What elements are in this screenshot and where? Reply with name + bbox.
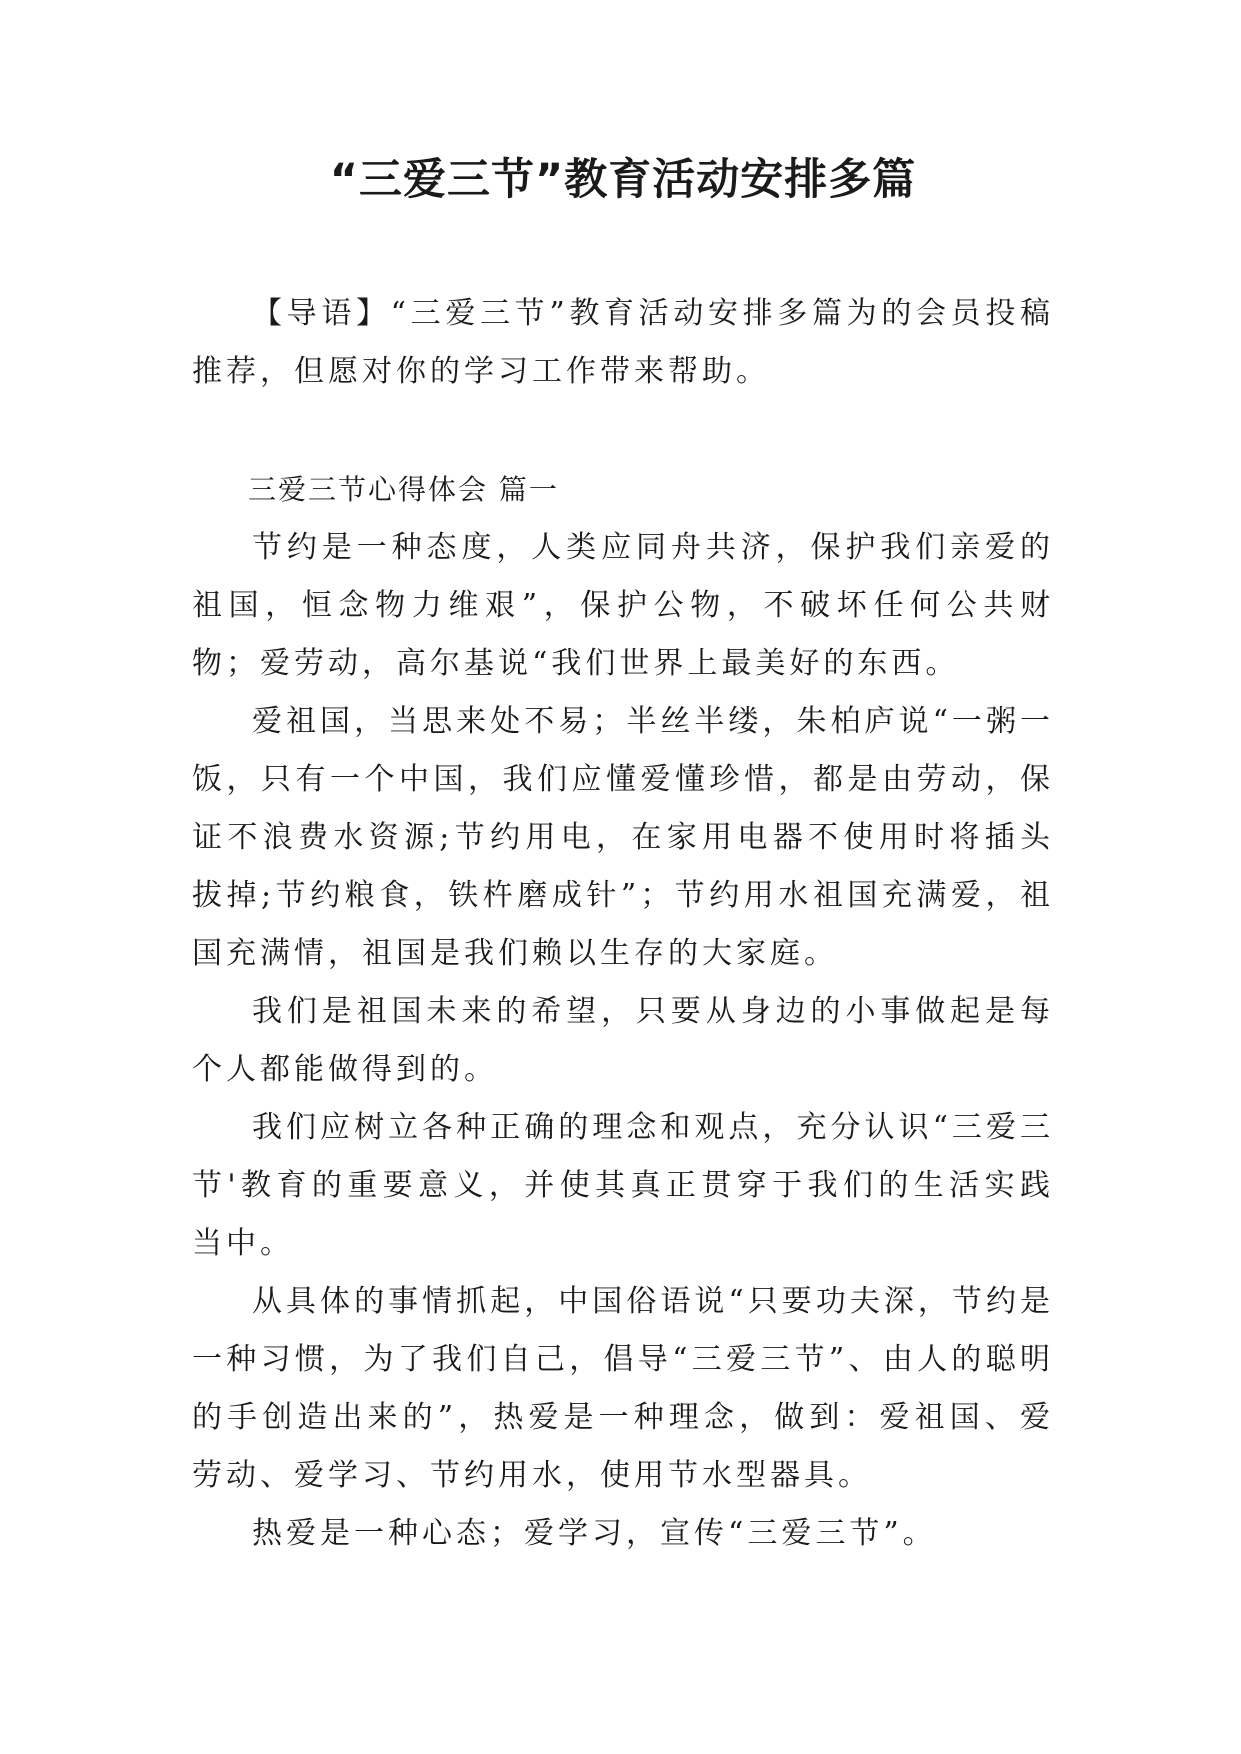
intro-paragraph: 【导语】“三爱三节”教育活动安排多篇为的会员投稿推荐，但愿对你的学习工作带来帮助。: [192, 296, 1054, 389]
body-paragraph: 热爱是一种心态；爱学习，宣传“三爱三节”。: [252, 1516, 937, 1551]
section-heading: 三爱三节心得体会 篇一: [248, 473, 559, 506]
body-paragraph: 从具体的事情抓起，中国俗语说“只要功夫深，节约是一种习惯，为了我们自己，倡导“三爱三节”、由人的聪明的手创造出来的”，热爱是一种理念，做到：爱祖国、爱劳动、爱学习、节约用水，使用节水型器具。: [192, 1284, 1054, 1493]
body-paragraph: 爱祖国，当思来处不易；半丝半缕，朱柏庐说“一粥一饭，只有一个中国，我们应懂爱懂珍惜，都是由劳动，保证不浪费水资源;节约用电，在家用电器不使用时将插头拔掉;节约粮食，铁杵磨成针”；节约用水祖国充满爱，祖国充满情，祖国是我们赖以生存的大家庭。: [192, 704, 1054, 971]
body-paragraph: 我们应树立各种正确的理念和观点，充分认识“三爱三节'教育的重要意义，并使其真正贯穿于我们的生活实践当中。: [192, 1110, 1054, 1261]
document-title: “三爱三节”教育活动安排多篇: [329, 155, 917, 205]
body-paragraph: 我们是祖国未来的希望，只要从身边的小事做起是每个人都能做得到的。: [192, 994, 1054, 1087]
document-body: [192, 285, 1054, 1563]
body-paragraph: 节约是一种态度，人类应同舟共济，保护我们亲爱的祖国，恒念物力维艰”，保护公物，不破坏任何公共财物；爱劳动，高尔基说“我们世界上最美好的东西。: [192, 530, 1054, 681]
spacer: [192, 401, 1054, 461]
